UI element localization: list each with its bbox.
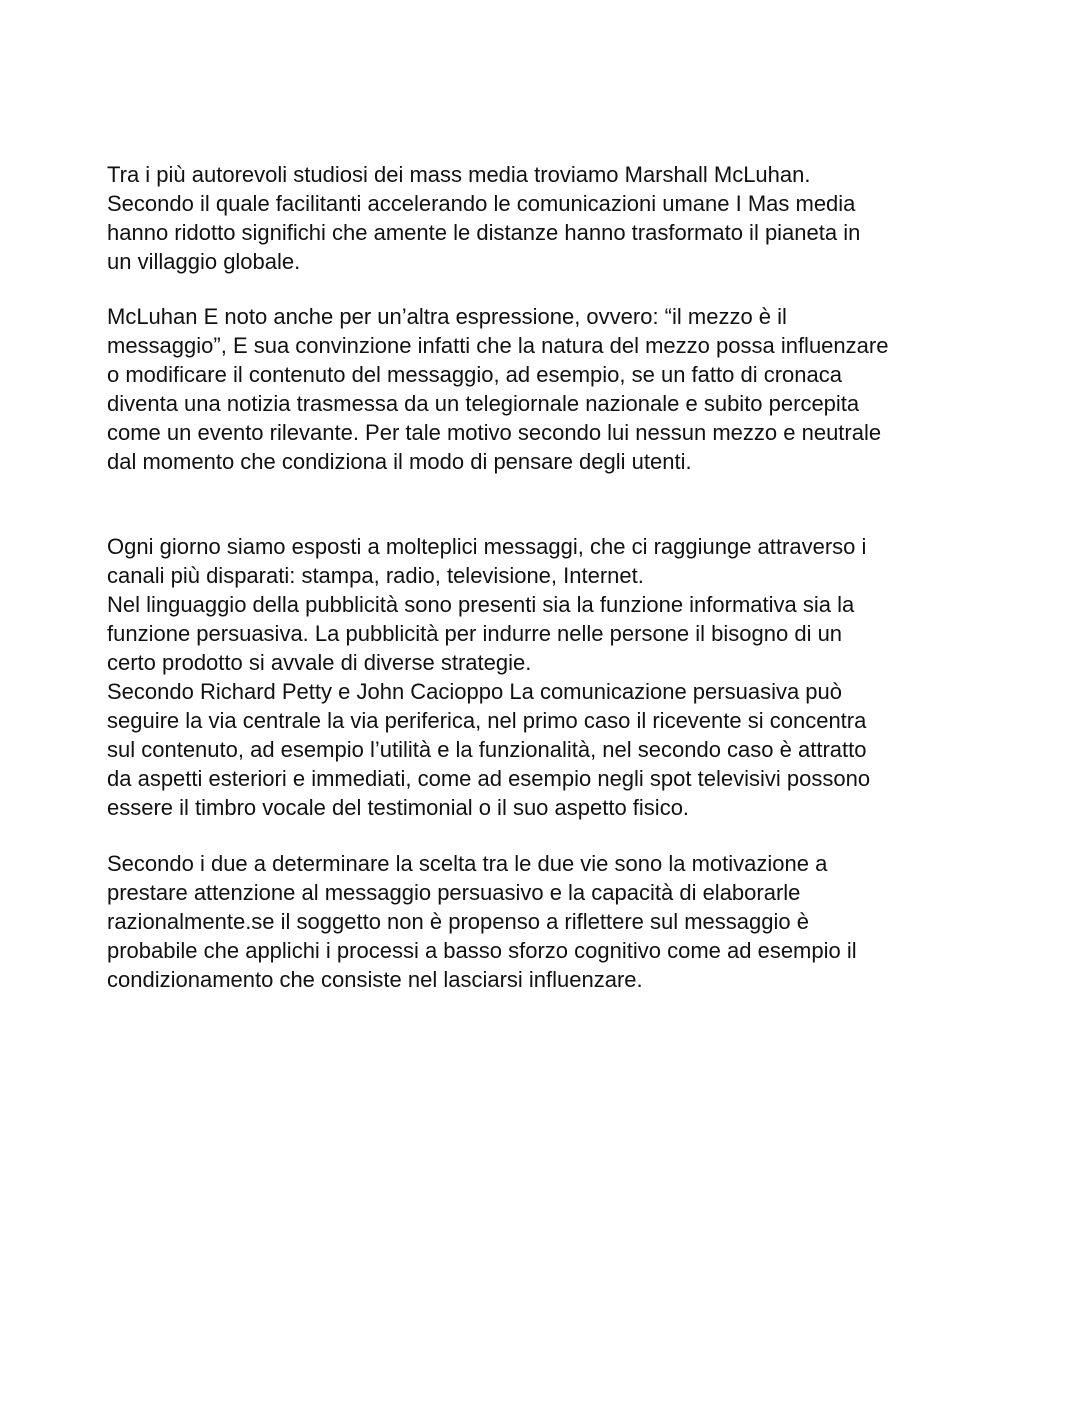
text-line: essere il timbro vocale del testimonial o il suo aspetto fisico. [107, 795, 690, 820]
text-line: Secondo i due a determinare la scelta tra le due vie sono la motivazione a [107, 851, 828, 876]
text-line: diventa una notizia trasmessa da un telegiornale nazionale e subito percepita [107, 391, 860, 416]
text-line: prestare attenzione al messaggio persuasivo e la capacità di elaborarle [107, 880, 801, 905]
text-line: sul contenuto, ad esempio l’utilità e la funzionalità, nel secondo caso è attratto [107, 737, 867, 762]
text-line: come un evento rilevante. Per tale motivo secondo lui nessun mezzo e neutrale [107, 420, 882, 445]
text-line: McLuhan E noto anche per un’altra espressione, ovvero: “il mezzo è il [107, 304, 787, 329]
text-line: canali più disparati: stampa, radio, televisione, Internet. [107, 563, 644, 588]
text-line: Secondo il quale facilitanti accelerando le comunicazioni umane I Mas media [107, 191, 856, 216]
text-line: da aspetti esteriori e immediati, come ad esempio negli spot televisivi possono [107, 766, 871, 791]
text-line: dal momento che condiziona il modo di pensare degli utenti. [107, 449, 692, 474]
text-line: un villaggio globale. [107, 249, 301, 274]
text-line: Ogni giorno siamo esposti a molteplici messaggi, che ci raggiunge attraverso i [107, 534, 867, 559]
paragraph-medium-is-message [107, 302, 1007, 476]
text-line: seguire la via centrale la via periferica, nel primo caso il ricevente si concentra [107, 708, 867, 733]
paragraph-mcluhan-global-village [107, 160, 1007, 276]
text-line: Tra i più autorevoli studiosi dei mass media troviamo Marshall McLuhan. [107, 162, 811, 187]
text-line: Nel linguaggio della pubblicità sono presenti sia la funzione informativa sia la [107, 592, 855, 617]
text-line: certo prodotto si avvale di diverse strategie. [107, 650, 532, 675]
text-line: messaggio”, E sua convinzione infatti che la natura del mezzo possa influenzare [107, 333, 889, 358]
text-line: o modificare il contenuto del messaggio, ad esempio, se un fatto di cronaca [107, 362, 842, 387]
text-line: Secondo Richard Petty e John Cacioppo La comunicazione persuasiva può [107, 679, 843, 704]
paragraph-elaboration-routes [107, 849, 1007, 994]
text-line: condizionamento che consiste nel lasciarsi influenzare. [107, 967, 643, 992]
text-line: hanno ridotto significhi che amente le distanze hanno trasformato il pianeta in [107, 220, 861, 245]
text-line: funzione persuasiva. La pubblicità per indurre nelle persone il bisogno di un [107, 621, 843, 646]
paragraph-advertising-persuasion [107, 532, 1007, 822]
text-line: probabile che applichi i processi a basso sforzo cognitivo come ad esempio il [107, 938, 857, 963]
text-line: razionalmente.se il soggetto non è propenso a riflettere sul messaggio è [107, 909, 809, 934]
